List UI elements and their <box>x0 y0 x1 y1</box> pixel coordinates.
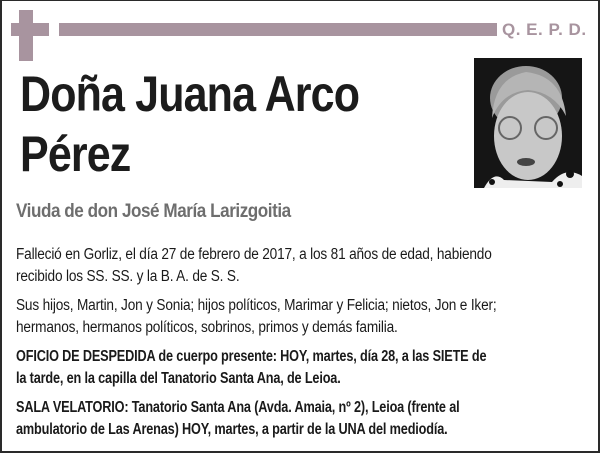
text-line: SALA VELATORIO: Tanatorio Santa Ana (Avda. Amaia, nº 2), Leioa (frente al <box>16 399 460 416</box>
text-line: OFICIO DE DESPEDIDA de cuerpo presente: HOY, martes, día 28, a las SIETE de <box>16 348 487 365</box>
qepd-label: Q. E. P. D. <box>502 20 587 39</box>
text-line: ambulatorio de Las Arenas) HOY, martes, a partir de la UNA del mediodía. <box>16 421 448 438</box>
death-paragraph <box>16 244 596 288</box>
family-paragraph <box>16 295 596 339</box>
text-line: recibido los SS. SS. y la B. A. de S. S. <box>16 268 240 285</box>
header-rule <box>59 23 497 36</box>
text-line: Sus hijos, Martin, Jon y Sonia; hijos políticos, Marimar y Felicia; nietos, Jon e Iker; <box>16 297 497 314</box>
name-line-2: Pérez <box>20 126 131 182</box>
text-line: la tarde, en la capilla del Tanatorio Santa Ana, de Leioa. <box>16 370 341 387</box>
cross-icon-arm <box>11 23 49 36</box>
name-line-1: Doña Juana Arco <box>20 66 360 122</box>
portrait-photo <box>474 58 582 188</box>
wake-paragraph <box>16 397 596 441</box>
text-line: hermanos, hermanos políticos, sobrinos, primos y demás familia. <box>16 319 398 336</box>
service-paragraph <box>16 346 596 390</box>
deceased-name <box>20 64 359 184</box>
text-line: Falleció en Gorliz, el día 27 de febrero de 2017, a los 81 años de edad, habiendo <box>16 246 492 263</box>
notice-body <box>16 244 596 448</box>
subtitle: Viuda de don José María Larizgoitia <box>16 201 291 222</box>
